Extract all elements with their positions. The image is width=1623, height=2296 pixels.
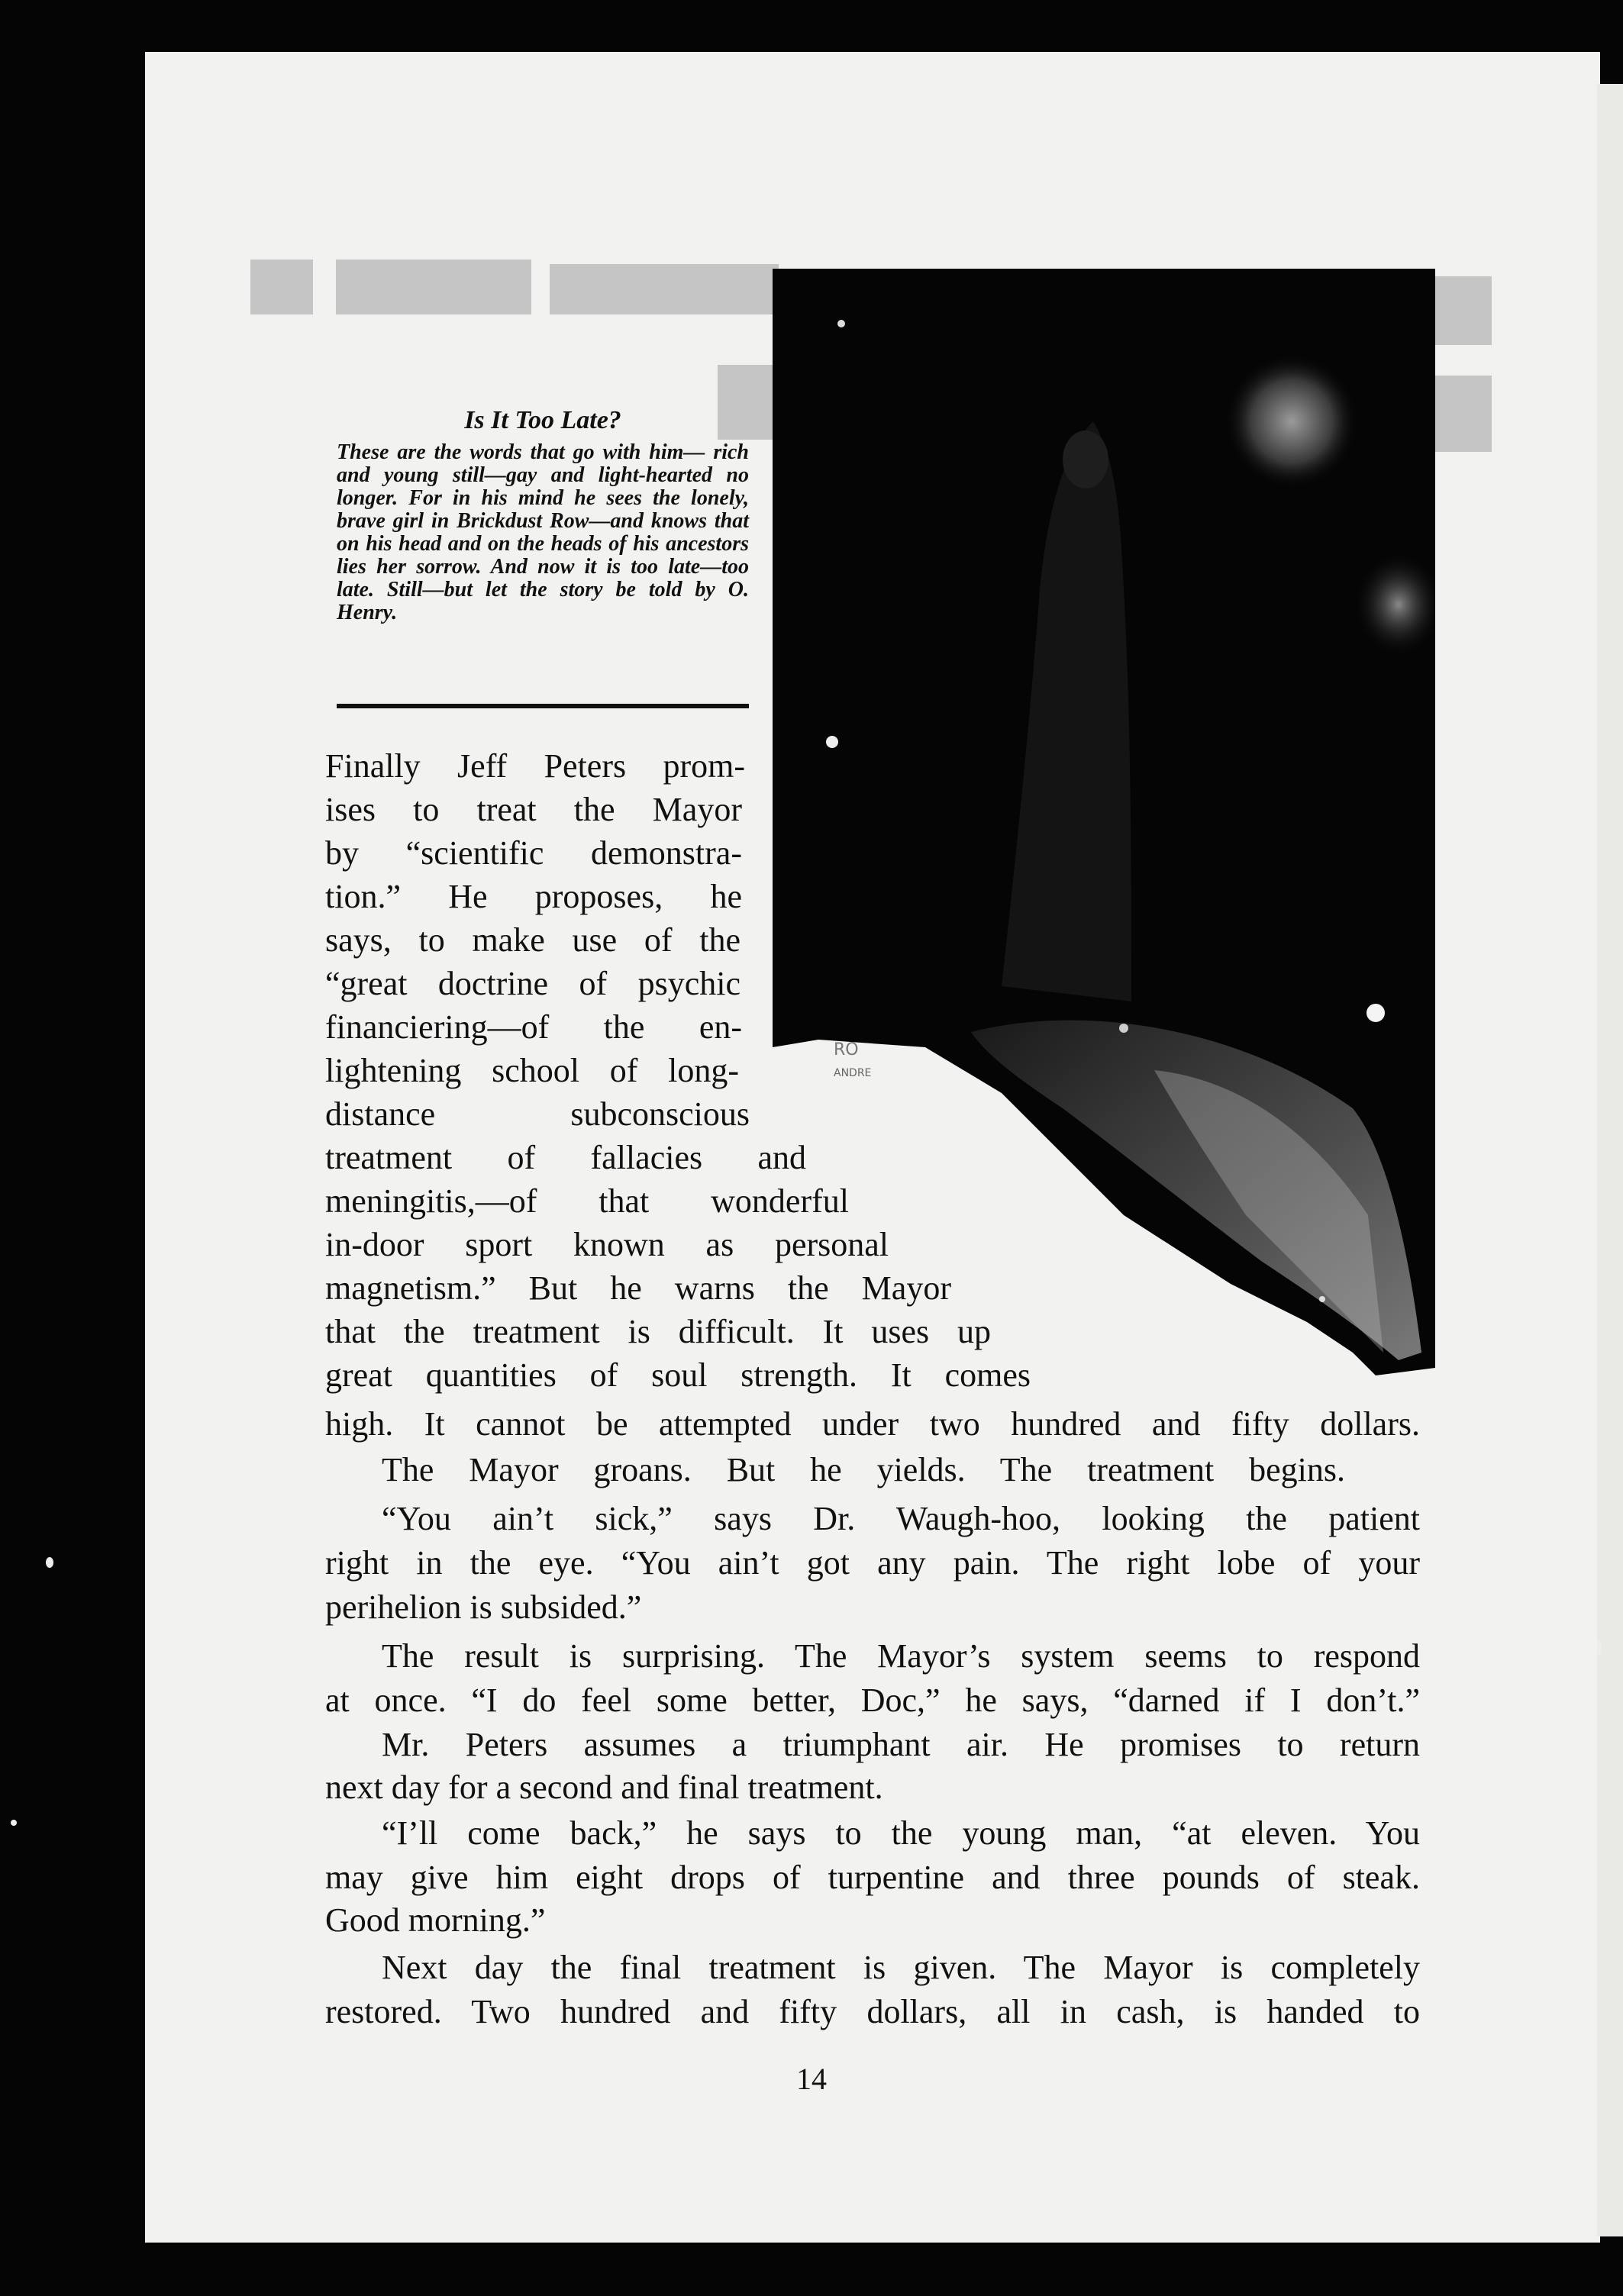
body-line: “I’ll come back,” he says to the young man, “at eleven. You <box>382 1814 1420 1852</box>
body-line: meningitis,—of that wonderful <box>325 1182 849 1220</box>
facing-page-edge <box>1597 84 1623 2236</box>
body-line: The result is surprising. The Mayor’s system seems to respond <box>382 1637 1420 1675</box>
body-line: may give him eight drops of turpentine and three pounds of steak. <box>325 1859 1420 1896</box>
body-line: tion.” He proposes, he <box>325 878 742 915</box>
scan-speck <box>1597 1641 1602 1655</box>
story-illustration <box>773 269 1435 1375</box>
body-line: Finally Jeff Peters prom- <box>325 747 745 785</box>
page-number: 14 <box>796 2062 827 2096</box>
bleed-through <box>1428 276 1492 345</box>
body-line: The Mayor groans. But he yields. The treatment begins. <box>382 1451 1345 1488</box>
body-line: financiering—of the en- <box>325 1008 742 1046</box>
body-line: “great doctrine of psychic <box>325 965 741 1002</box>
body-line: in-door sport known as personal <box>325 1226 889 1263</box>
body-line: by “scientific demonstra- <box>325 834 742 872</box>
body-line: that the treatment is difficult. It uses up <box>325 1313 991 1350</box>
body-line: Good morning.” <box>325 1901 546 1939</box>
svg-text:ANDRE: ANDRE <box>834 1067 872 1079</box>
body-line: great quantities of soul strength. It comes <box>325 1356 1031 1394</box>
sidebar-title: Is It Too Late? <box>464 406 621 434</box>
body-line: Next day the final treatment is given. The Mayor is completely <box>382 1949 1420 1986</box>
body-line: high. It cannot be attempted under two hundred and fifty dollars. <box>325 1405 1420 1443</box>
body-line: says, to make use of the <box>325 921 741 959</box>
scan-speck <box>11 1820 17 1826</box>
svg-text:RO: RO <box>834 1040 859 1059</box>
body-line: treatment of fallacies and <box>325 1139 806 1176</box>
bleed-through <box>1428 376 1492 452</box>
body-line: next day for a second and final treatment. <box>325 1769 883 1806</box>
body-line: Mr. Peters assumes a triumphant air. He promises to return <box>382 1726 1420 1763</box>
sidebar-divider <box>337 704 749 708</box>
body-line: perihelion is subsided.” <box>325 1588 642 1626</box>
body-line: at once. “I do feel some better, Doc,” he says, “darned if I don’t.” <box>325 1682 1420 1719</box>
bleed-through <box>550 264 779 314</box>
body-line: right in the eye. “You ain’t got any pain. The right lobe of your <box>325 1544 1420 1582</box>
body-line: ises to treat the Mayor <box>325 791 742 828</box>
body-line: distance subconscious <box>325 1095 750 1133</box>
body-line: magnetism.” But he warns the Mayor <box>325 1269 951 1307</box>
bleed-through <box>336 260 531 314</box>
body-line: “You ain’t sick,” says Dr. Waugh-hoo, looking the patient <box>382 1500 1420 1537</box>
sidebar-blurb: These are the words that go with him— rich and young still—gay and light-hearted no longer. For in his mind he sees the lonely, brave girl in Brickdust Row—and knows that on his head and on the heads of his ancestors lies her sorrow. And now it is too late—too late. Still—but let the story be told by O. Henry. <box>337 440 749 624</box>
body-line: lightening school of long- <box>325 1052 739 1089</box>
body-line: restored. Two hundred and fifty dollars, all in cash, is handed to <box>325 1993 1420 2030</box>
bleed-through <box>250 260 313 314</box>
scan-speck <box>46 1557 53 1568</box>
